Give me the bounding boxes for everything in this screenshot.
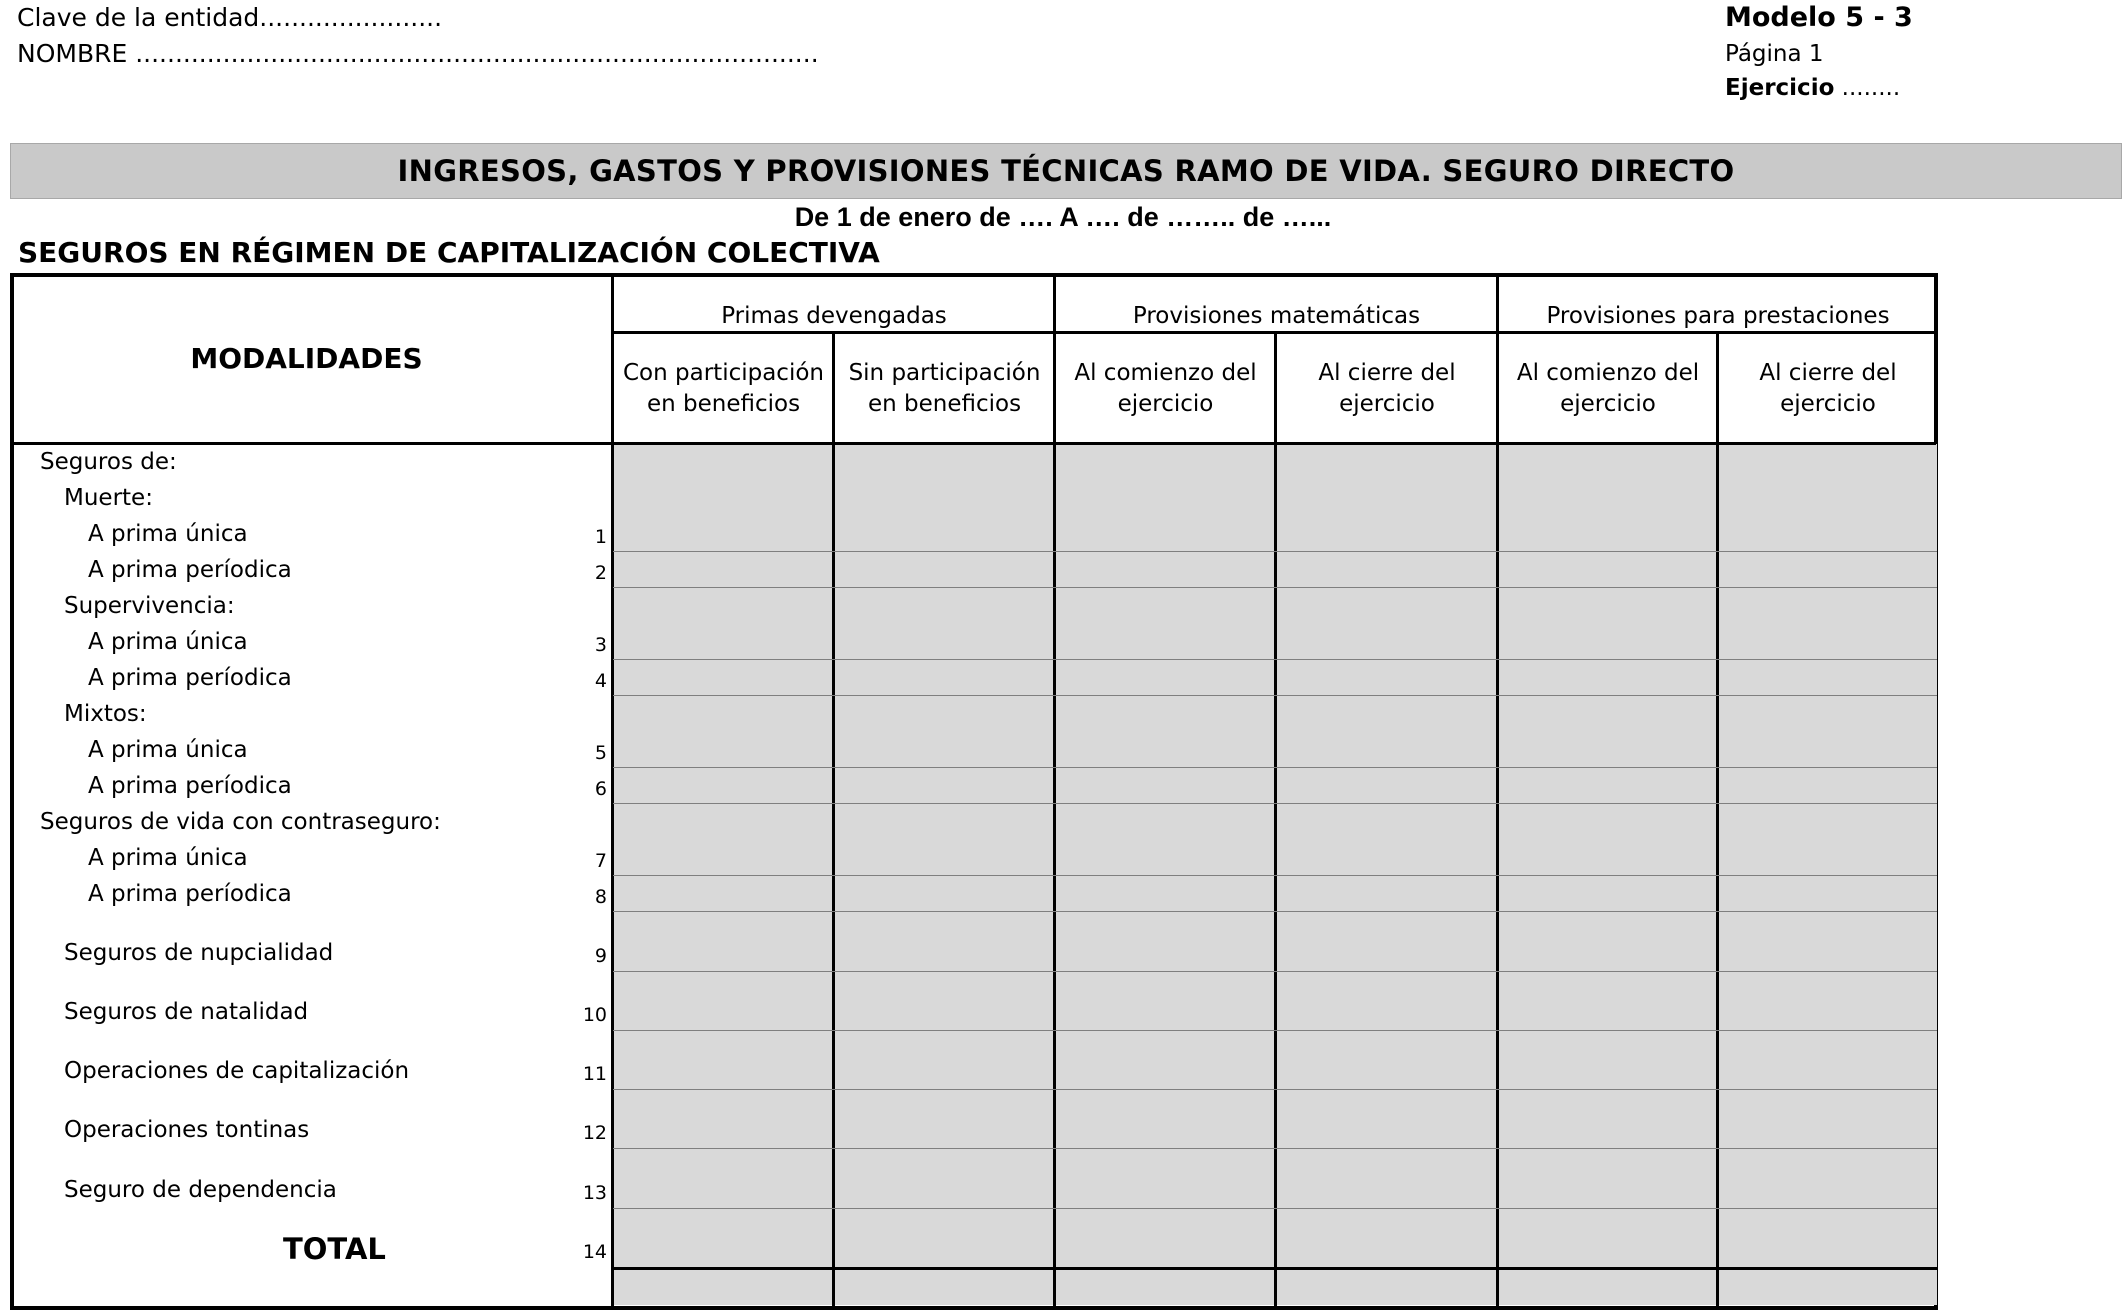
row-divider [613,875,1937,876]
col-prest-comienzo [1498,358,1718,420]
col-sin-participacion [834,358,1055,420]
col-mat-cierre [1276,358,1498,420]
col-header-line1: Al cierre del [1759,360,1897,386]
ejercicio-dots: ........ [1834,75,1901,101]
row-divider [613,659,1937,660]
column-divider [1716,333,1719,1306]
row-number: 6 [594,778,607,800]
col-header-line2: en beneficios [646,391,801,417]
group-header-divider [613,331,1937,334]
col-header-line2: ejercicio [1339,391,1435,417]
row-label: A prima única [88,521,248,547]
row-divider [613,1089,1937,1090]
title-banner [10,143,2122,199]
row-divider [613,587,1937,588]
row-label: Supervivencia: [64,593,235,619]
row-divider [613,1030,1937,1031]
col-header-line2: en beneficios [867,391,1022,417]
row-divider [613,803,1937,804]
row-label: A prima única [88,845,248,871]
column-divider [611,275,614,1306]
col-header-line1: Con participación [623,360,824,386]
row-label: Mixtos: [64,701,147,727]
row-number: 5 [594,742,607,764]
row-label: Operaciones tontinas [64,1117,310,1143]
col-prest-cierre [1718,358,1938,420]
period-line: De 1 de enero de …. A …. de …….. de …... [794,202,1332,232]
header-bottom-rule [12,442,1936,445]
column-divider [832,333,835,1306]
row-label: A prima períodica [88,557,292,583]
row-number: 2 [594,562,607,584]
modelo-label: Modelo 5 - 3 [1725,2,1913,33]
row-label: Seguros de natalidad [64,999,309,1025]
row-divider [613,911,1937,912]
total-top-rule [613,1267,1937,1270]
row-number: 7 [594,850,607,872]
row-number: 9 [594,945,607,967]
total-label: TOTAL [283,1232,386,1266]
row-divider [613,767,1937,768]
row-number: 13 [582,1182,607,1204]
col-header-line2: ejercicio [1780,391,1876,417]
row-label: Seguros de vida con contraseguro: [40,809,441,835]
nombre-field: NOMBRE ...................................................................................... [17,39,819,68]
row-label: A prima única [88,737,248,763]
pagina-label: Página 1 [1725,41,1824,67]
row-number: 14 [582,1241,607,1263]
column-divider [1496,275,1499,1306]
row-divider [613,1148,1937,1149]
row-label: A prima períodica [88,881,292,907]
row-divider [613,1208,1937,1209]
ejercicio-label [1725,75,1900,101]
col-header-line2: ejercicio [1117,391,1214,417]
row-number: 3 [594,634,607,656]
row-number: 11 [582,1063,607,1085]
ejercicio-label-text: Ejercicio [1725,75,1835,101]
col-mat-comienzo [1055,358,1276,420]
row-label: Seguro de dependencia [64,1177,337,1203]
row-divider [613,695,1937,696]
section-title: SEGUROS EN RÉGIMEN DE CAPITALIZACIÓN COLECTIVA [18,236,880,269]
row-label: Operaciones de capitalización [64,1058,410,1084]
col-header-line1: Sin participación [848,360,1041,386]
group-prov-matematicas: Provisiones matemáticas [1132,303,1421,329]
row-divider [613,971,1937,972]
row-number: 1 [594,526,607,548]
row-number: 4 [594,670,607,692]
row-number: 12 [582,1122,607,1144]
row-label: Muerte: [64,485,153,511]
row-number: 8 [594,886,607,908]
row-label: A prima única [88,629,248,655]
clave-entidad: Clave de la entidad....................... [17,3,443,32]
col-header-line1: Al comienzo del [1516,360,1700,386]
modalidades-header: MODALIDADES [190,342,423,375]
row-divider [613,551,1937,552]
page-title: INGRESOS, GASTOS Y PROVISIONES TÉCNICAS RAMO DE VIDA. SEGURO DIRECTO [397,154,1735,188]
col-header-line1: Al cierre del [1318,360,1456,386]
group-prov-prestaciones: Provisiones para prestaciones [1546,303,1890,329]
row-label: A prima períodica [88,773,292,799]
column-divider [1274,333,1277,1306]
row-label: Seguros de: [40,449,177,475]
column-divider [1053,275,1056,1306]
col-header-line1: Al comienzo del [1074,360,1257,386]
row-label: A prima períodica [88,665,292,691]
col-con-participacion [613,358,834,420]
col-header-line2: ejercicio [1560,391,1656,417]
row-number: 10 [582,1004,607,1026]
row-label: Seguros de nupcialidad [64,940,334,966]
group-primas: Primas devengadas [721,303,947,329]
